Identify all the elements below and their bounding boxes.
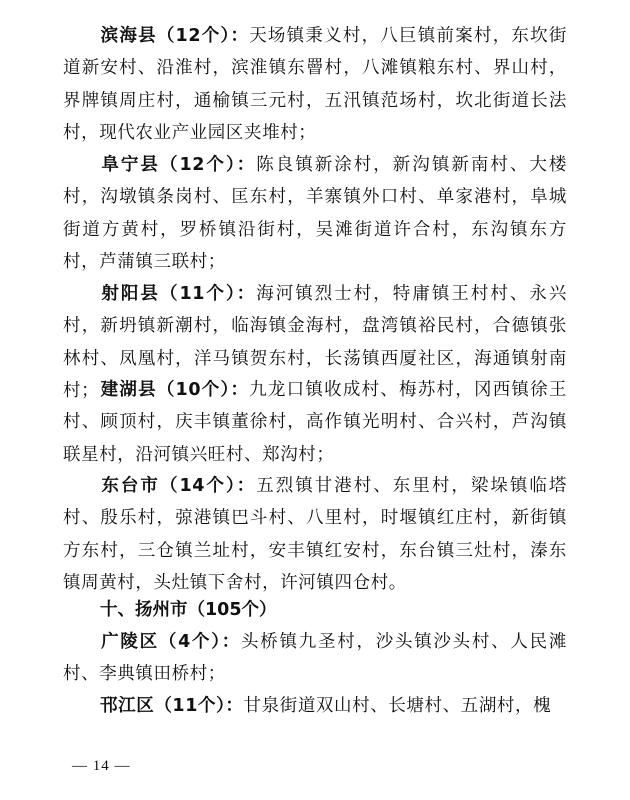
section-heading: 十、扬州市（105个） [100,600,277,620]
village-list: 头桥镇九圣村，沙头镇沙头村、人民滩村、李典镇田桥村； [63,632,567,685]
district-name: 邗江区 [100,696,155,716]
county-name: 东台市 [100,476,160,496]
entry-funing [63,149,567,279]
village-list: 海河镇烈士村，特庸镇王村村、永兴村，新坍镇新潮村，临海镇金海村，盘湾镇裕民村，合德镇张林村、凤凰村，洋马镇贺东村，长荡镇西厦社区，海通镇射南村； [63,284,567,402]
village-count: （14个）： [159,476,257,496]
entry-jianhu [63,374,567,471]
village-list: 陈良镇新涂村，新沟镇新南村、大楼村，沟墩镇条岗村、匡东村，羊寨镇外口村、单家港村，阜城街道方黄村，罗桥镇沿街村，吴滩街道许合村，东沟镇东方村，芦蒲镇三联村； [63,155,567,273]
village-list: 甘泉街道双山村、长塘村、五湖村，槐 [243,696,552,716]
entry-hanjiang [63,690,567,722]
district-name: 广陵区 [100,632,159,652]
county-name: 滨海县 [100,26,157,46]
county-name: 建湖县 [100,380,157,400]
entry-dongtai [63,470,567,600]
village-list: 天场镇秉义村，八巨镇前案村，东坎街道新安村、沿淮村，滨淮镇东罾村，八滩镇粮东村、界山村，界牌镇周庄村，通榆镇三元村，五汛镇范场村，坎北街道长法村，现代农业产业园区夹堆村； [63,26,567,144]
entry-binhai [63,20,567,150]
village-count: （12个）： [156,26,250,46]
village-list: 九龙口镇收成村、梅苏村，冈西镇徐王村、顾顶村，庆丰镇董徐村，高作镇光明村、合兴村，芦沟镇联星村，沿河镇兴旺村、郑沟村； [63,380,567,465]
county-name: 射阳县 [100,284,160,304]
county-name: 阜宁县 [100,155,160,175]
village-count: （10个）： [156,380,250,400]
village-count: （4个）： [158,632,242,652]
village-count: （12个）： [159,155,257,175]
village-list: 五烈镇甘港村、东里村，梁垛镇临塔村、殷乐村，弶港镇巴斗村、八里村，时堰镇红庄村，新街镇方东村，三仓镇兰址村，安丰镇红安村，东台镇三灶村，溱东镇周黄村，头灶镇下舍村，许河镇四仓村。 [63,476,567,594]
village-count: （11个）： [154,696,244,716]
entry-guangling [63,626,567,691]
page-number: — 14 — [72,758,131,774]
village-count: （11个）： [159,284,257,304]
